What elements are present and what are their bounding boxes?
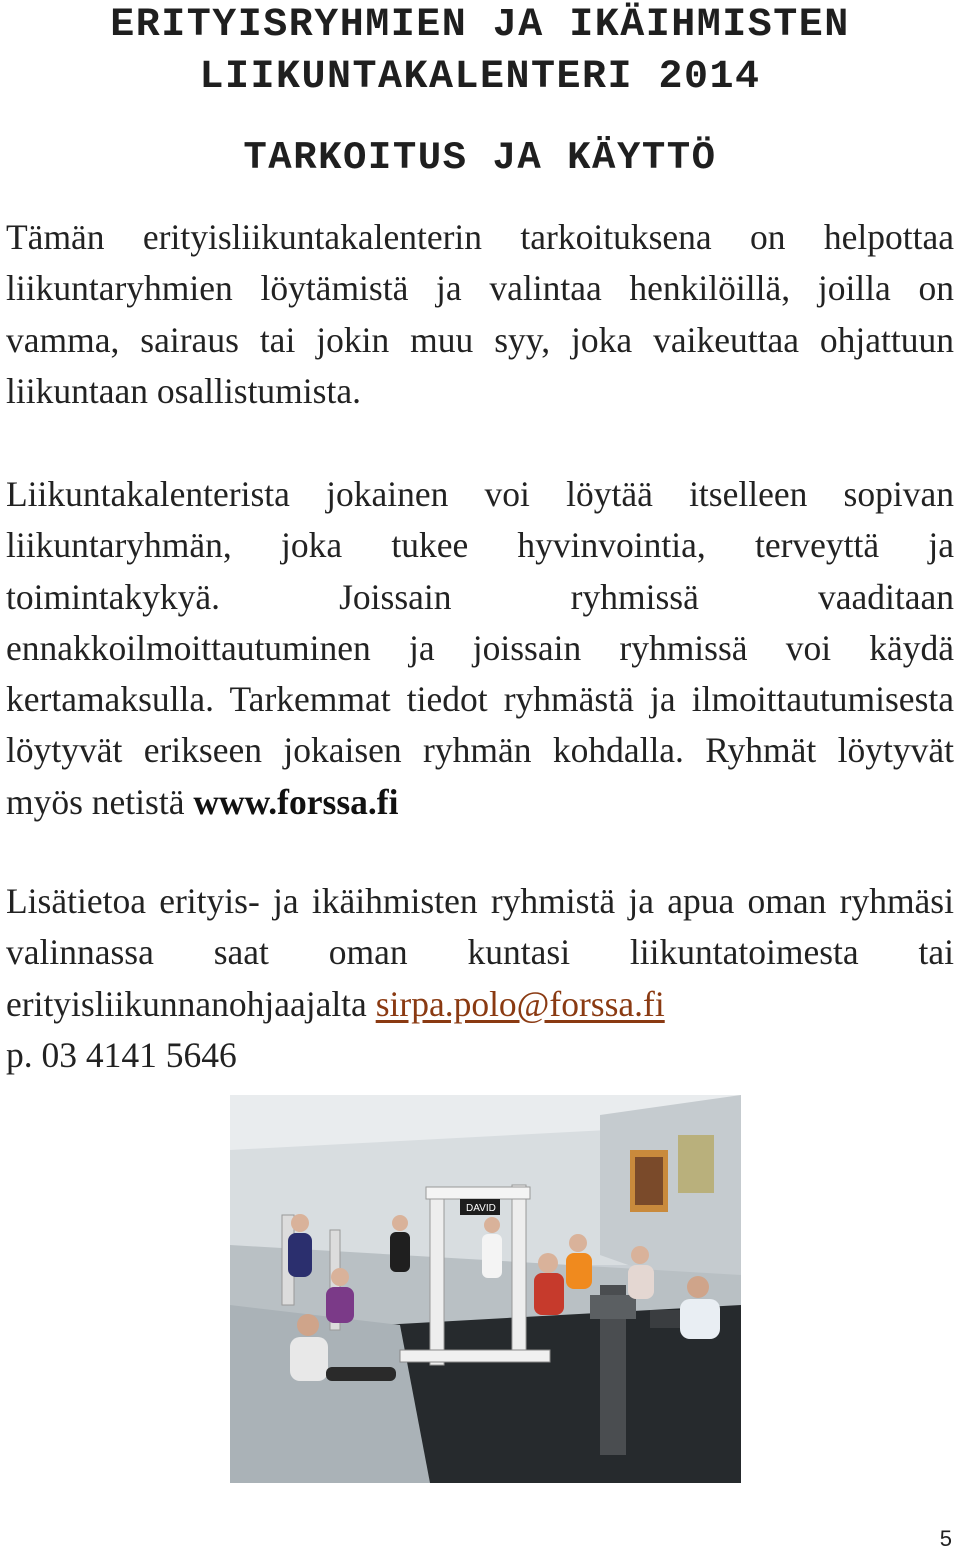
usage-paragraph-text: Liikuntakalenterista jokainen voi löytää itselleen sopivan liikuntaryhmän, joka tukee hyvinvointia, terveyttä ja toimintakykyä. Joissain ryhmissä vaaditaan ennakkoilmoittautuminen ja joissain ryhmissä voi käydä kertamaksulla. Tarkemmat tiedot ryhmästä ja ilmoittautumisesta löytyvät erikseen jokaisen ryhmän kohdalla. Ryhmät löytyvät myös netistä <box>6 474 954 822</box>
gym-photo <box>230 1095 741 1483</box>
section-heading: TARKOITUS JA KÄYTTÖ <box>243 136 717 180</box>
purpose-paragraph: Tämän erityisliikuntakalenterin tarkoituksena on helpottaa liikuntaryhmien löytämistä ja valintaa henkilöillä, joilla on vamma, sairaus tai jokin muu syy, joka vaikeuttaa ohjattuun liikuntaan osallistumista. <box>6 217 954 411</box>
document-title-line-2: LIIKUNTAKALENTERI 2014 <box>199 55 761 100</box>
document-title-line-1: ERITYISRYHMIEN JA IKÄIHMISTEN <box>110 3 850 48</box>
machine-brand-label: DAVID <box>466 1203 496 1214</box>
page-number: 5 <box>939 1526 952 1551</box>
contact-paragraph <box>6 876 954 1081</box>
contact-paragraph-text: Lisätietoa erityis- ja ikäihmisten ryhmistä ja apua oman ryhmäsi valinnassa saat oman kuntasi liikuntatoimesta tai erityisliikunnanohjaajalta <box>6 881 954 1024</box>
usage-paragraph <box>6 469 954 828</box>
phone-number: p. 03 4141 5646 <box>6 1034 237 1075</box>
website-link[interactable]: www.forssa.fi <box>193 781 399 822</box>
email-link[interactable]: sirpa.polo@forssa.fi <box>375 983 665 1024</box>
